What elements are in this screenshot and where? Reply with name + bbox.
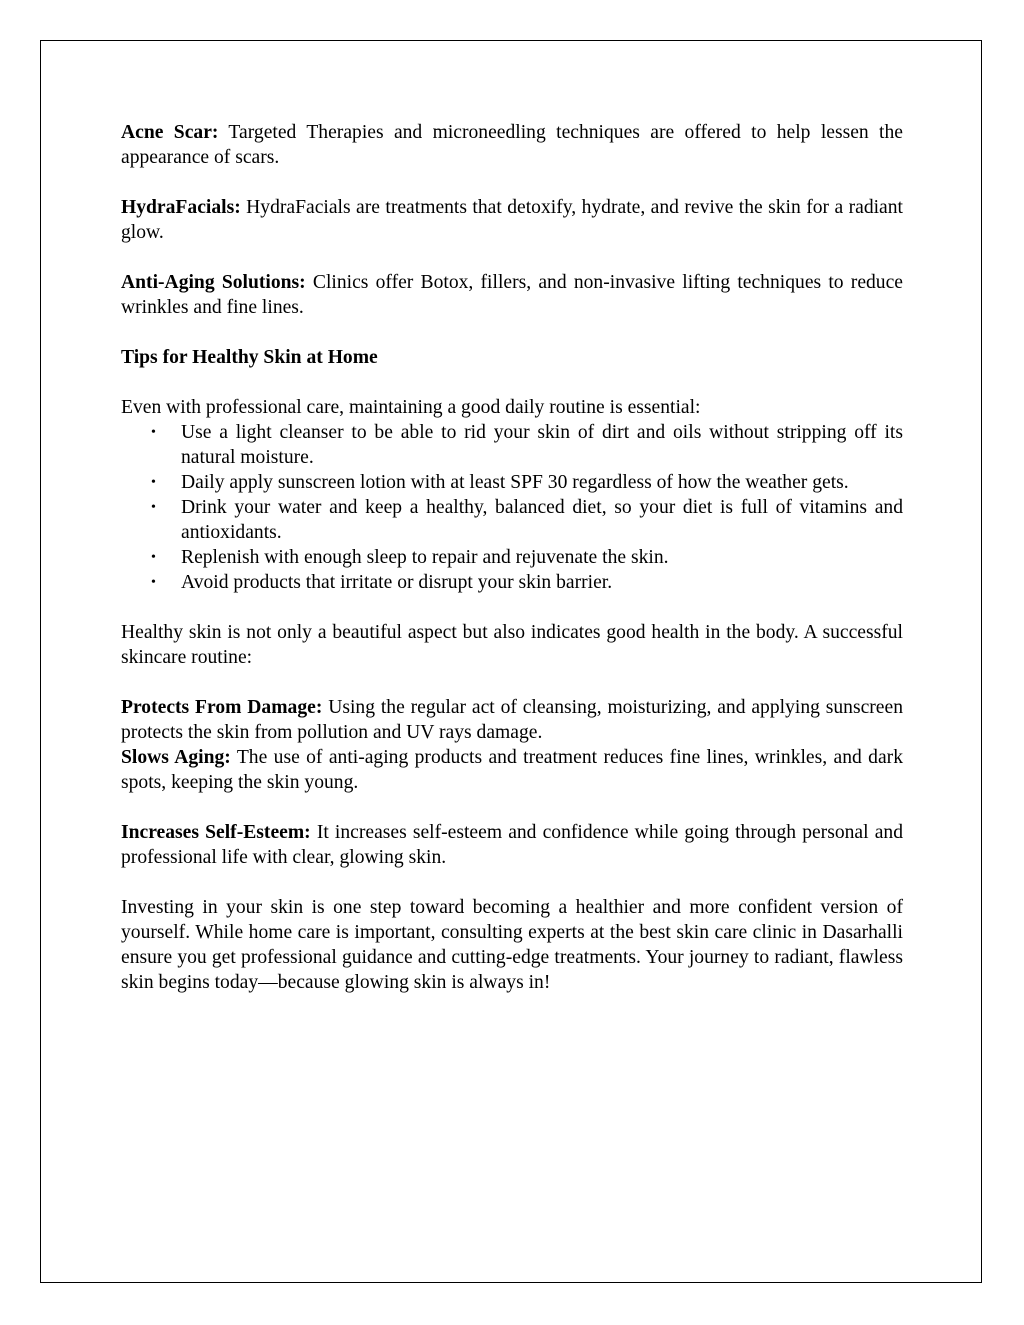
section-anti-aging xyxy=(121,270,903,320)
bullet-icon: • xyxy=(151,500,156,515)
section-text: Clinics offer Botox, fillers, and non-invasive lifting techniques to reduce wrinkles and fine lines. xyxy=(121,272,903,318)
list-item xyxy=(121,570,903,595)
section-text: HydraFacials are treatments that detoxify, hydrate, and revive the skin for a radiant glow. xyxy=(121,197,903,243)
bullet-icon: • xyxy=(151,575,156,590)
benefit-protects-from-damage xyxy=(121,695,903,745)
list-item xyxy=(121,420,903,470)
benefit-text: The use of anti-aging products and treatment reduces fine lines, wrinkles, and dark spots, keeping the skin young. xyxy=(121,747,903,793)
bullet-icon: • xyxy=(151,425,156,440)
benefit-label: Increases Self-Esteem: xyxy=(121,822,311,843)
list-item xyxy=(121,545,903,570)
list-item xyxy=(121,495,903,545)
benefit-label: Slows Aging: xyxy=(121,747,231,768)
benefit-slows-aging xyxy=(121,745,903,795)
bullet-icon: • xyxy=(151,475,156,490)
benefit-increases-self-esteem xyxy=(121,820,903,870)
list-item-text: Drink your water and keep a healthy, balanced diet, so your diet is full of vitamins and antioxidants. xyxy=(181,497,903,543)
section-text: Targeted Therapies and microneedling techniques are offered to help lessen the appearance of scars. xyxy=(121,122,903,168)
benefit-text: Using the regular act of cleansing, moisturizing, and applying sunscreen protects the skin from pollution and UV rays damage. xyxy=(121,697,903,743)
list-item-text: Use a light cleanser to be able to rid your skin of dirt and oils without stripping off its natural moisture. xyxy=(181,422,903,468)
tips-intro: Even with professional care, maintaining a good daily routine is essential: xyxy=(121,397,701,418)
list-item-text: Replenish with enough sleep to repair and rejuvenate the skin. xyxy=(181,547,669,568)
list-item xyxy=(121,470,903,495)
tips-list xyxy=(121,420,903,595)
bullet-icon: • xyxy=(151,550,156,565)
tips-heading: Tips for Healthy Skin at Home xyxy=(121,347,378,368)
list-item-text: Daily apply sunscreen lotion with at least SPF 30 regardless of how the weather gets. xyxy=(181,472,849,493)
document-body xyxy=(121,120,903,995)
section-label: Acne Scar: xyxy=(121,122,219,143)
list-item-text: Avoid products that irritate or disrupt your skin barrier. xyxy=(181,572,613,593)
benefit-text: It increases self-esteem and confidence while going through personal and professional life with clear, glowing skin. xyxy=(121,822,903,868)
section-label: Anti-Aging Solutions: xyxy=(121,272,306,293)
section-acne-scar xyxy=(121,120,903,170)
conclusion-paragraph: Investing in your skin is one step toward becoming a healthier and more confident version of yourself. While home care is important, consulting experts at the best skin care clinic in Dasarhalli ensure you get professional guidance and cutting-edge treatments. Your journey to radiant, flawless skin begins today—because glowing skin is always in! xyxy=(121,897,903,993)
section-label: HydraFacials: xyxy=(121,197,241,218)
benefit-label: Protects From Damage: xyxy=(121,697,323,718)
section-hydrafacials xyxy=(121,195,903,245)
benefits-intro: Healthy skin is not only a beautiful aspect but also indicates good health in the body. A successful skincare routine: xyxy=(121,622,903,668)
